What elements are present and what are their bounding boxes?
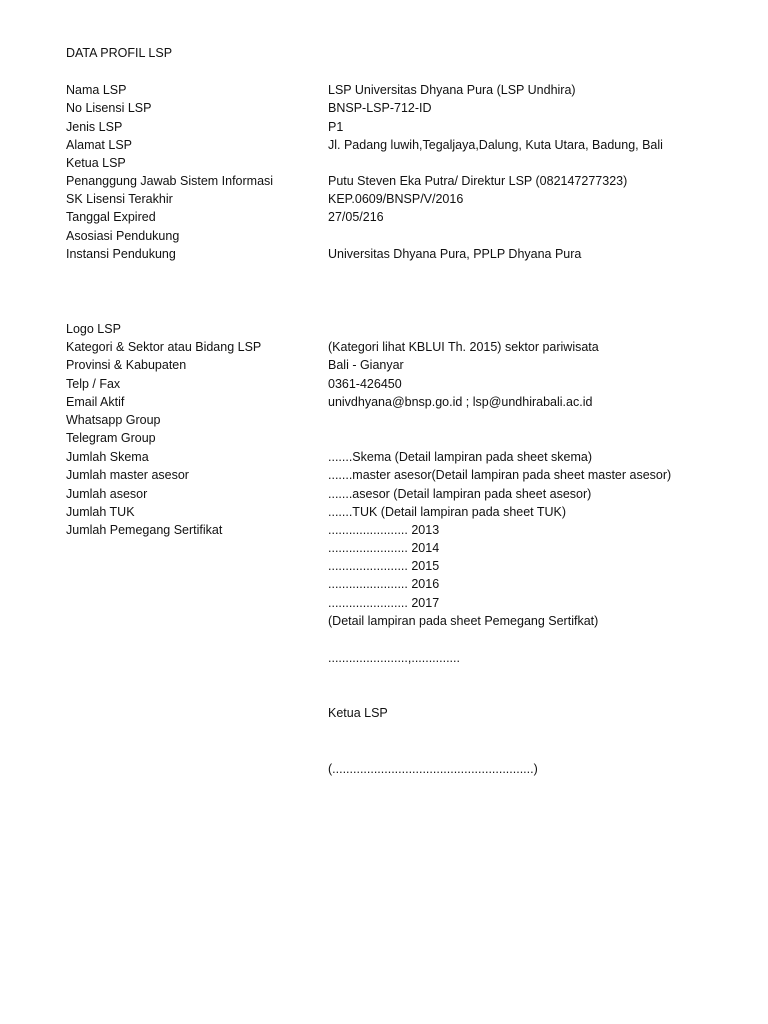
label-no-lisensi: No Lisensi LSP: [66, 101, 152, 115]
value-jumlah-master-asesor: .......master asesor(Detail lampiran pada sheet master asesor): [328, 468, 672, 482]
value-email-aktif: univdhyana@bnsp.go.id ; lsp@undhirabali.ac.id: [328, 395, 593, 409]
value-nama-lsp: LSP Universitas Dhyana Pura (LSP Undhira): [328, 83, 576, 97]
value-pemegang-2017: ....................... 2017: [328, 596, 440, 610]
value-jumlah-tuk: .......TUK (Detail lampiran pada sheet TUK): [328, 505, 567, 519]
label-jumlah-asesor: Jumlah asesor: [66, 487, 148, 501]
label-tanggal-expired: Tanggal Expired: [66, 210, 156, 224]
label-jumlah-tuk: Jumlah TUK: [66, 505, 135, 519]
label-asosiasi-pendukung: Asosiasi Pendukung: [66, 229, 180, 243]
value-pemegang-2015: ....................... 2015: [328, 559, 440, 573]
signature-place-date: .......................,..............: [328, 651, 460, 665]
label-telegram-group: Telegram Group: [66, 431, 156, 445]
label-jumlah-master-asesor: Jumlah master asesor: [66, 468, 189, 482]
label-whatsapp-group: Whatsapp Group: [66, 413, 161, 427]
label-alamat-lsp: Alamat LSP: [66, 138, 133, 152]
label-jumlah-pemegang-sertifikat: Jumlah Pemegang Sertifikat: [66, 523, 223, 537]
value-alamat-lsp: Jl. Padang luwih,Tegaljaya,Dalung, Kuta Utara, Badung, Bali: [328, 138, 663, 152]
value-no-lisensi: BNSP-LSP-712-ID: [328, 101, 432, 115]
label-jenis-lsp: Jenis LSP: [66, 120, 123, 134]
label-logo-lsp: Logo LSP: [66, 322, 121, 336]
signature-role: Ketua LSP: [328, 706, 388, 720]
label-provinsi-kabupaten: Provinsi & Kabupaten: [66, 358, 187, 372]
signature-name-line: (..........................................................): [328, 762, 538, 776]
value-pemegang-2014: ....................... 2014: [328, 541, 440, 555]
value-pemegang-2016: ....................... 2016: [328, 577, 440, 591]
value-telp-fax: 0361-426450: [328, 377, 402, 391]
label-nama-lsp: Nama LSP: [66, 83, 127, 97]
document-title: DATA PROFIL LSP: [66, 46, 173, 60]
label-penanggung-jawab: Penanggung Jawab Sistem Informasi: [66, 174, 274, 188]
label-telp-fax: Telp / Fax: [66, 377, 121, 391]
label-kategori-sektor: Kategori & Sektor atau Bidang LSP: [66, 340, 262, 354]
value-provinsi-kabupaten: Bali - Gianyar: [328, 358, 404, 372]
label-ketua-lsp: Ketua LSP: [66, 156, 126, 170]
value-kategori-sektor: (Kategori lihat KBLUI Th. 2015) sektor pariwisata: [328, 340, 599, 354]
value-sk-lisensi: KEP.0609/BNSP/V/2016: [328, 192, 464, 206]
label-instansi-pendukung: Instansi Pendukung: [66, 247, 176, 261]
label-email-aktif: Email Aktif: [66, 395, 125, 409]
value-jumlah-asesor: .......asesor (Detail lampiran pada sheet asesor): [328, 487, 592, 501]
value-jenis-lsp: P1: [328, 120, 344, 134]
value-jumlah-skema: .......Skema (Detail lampiran pada sheet skema): [328, 450, 593, 464]
note-pemegang-sertifikat: (Detail lampiran pada sheet Pemegang Sertifkat): [328, 614, 599, 628]
value-tanggal-expired: 27/05/216: [328, 210, 384, 224]
value-pemegang-2013: ....................... 2013: [328, 523, 440, 537]
label-sk-lisensi: SK Lisensi Terakhir: [66, 192, 173, 206]
value-instansi-pendukung: Universitas Dhyana Pura, PPLP Dhyana Pura: [328, 247, 582, 261]
label-jumlah-skema: Jumlah Skema: [66, 450, 149, 464]
value-penanggung-jawab: Putu Steven Eka Putra/ Direktur LSP (082147277323): [328, 174, 628, 188]
